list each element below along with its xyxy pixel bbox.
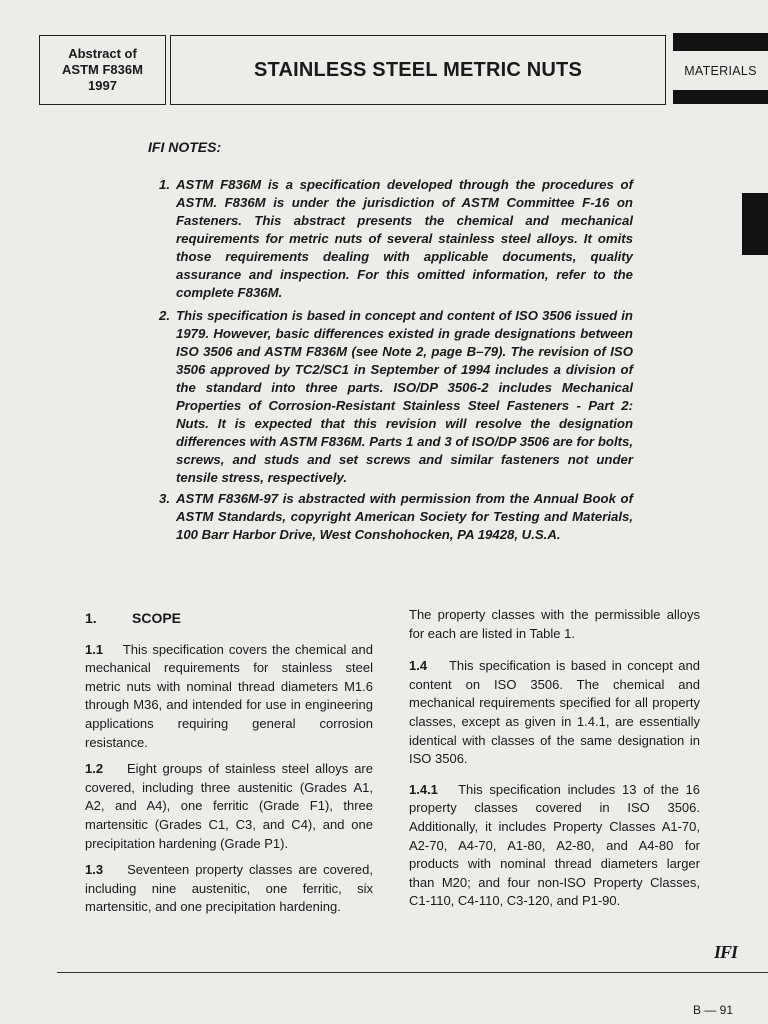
footer-divider: [57, 972, 768, 973]
note-item: [148, 490, 633, 544]
section-tab-label: MATERIALS: [684, 64, 757, 78]
body-column-right: [409, 606, 700, 919]
note-text: ASTM F836M-97 is abstracted with permission from the Annual Book of ASTM Standards, copyright American Society for Testing and Materials, 100 Barr Harbor Drive, West Conshohocken, PA 19428, U.S.A.: [176, 491, 633, 542]
note-item: [148, 307, 633, 487]
ifi-logo-text: IFI: [714, 942, 738, 962]
section-tab-bar-bottom: [673, 90, 768, 104]
paragraph-number: 1.2: [85, 761, 104, 777]
notes-heading: IFI NOTES:: [148, 139, 222, 155]
paragraph-number: 1.4.1: [409, 781, 438, 797]
paragraph-text: The property classes with the permissible alloys for each are listed in Table 1.: [409, 607, 700, 641]
paragraph-number: 1.1: [85, 641, 104, 657]
section-tab-bar-top: [673, 33, 768, 51]
scope-paragraph: [85, 861, 373, 917]
note-text: This specification is based in concept and content of ISO 3506 issued in 1979. However, basic differences existed in grade designations between ISO 3506 and ASTM F836M (see Note 2, page B–79). The revision of ISO 3506 approved by TC2/SC1 in September of 1994 includes a division of the standard into three parts. ISO/DP 3506-2 includes Mechanical Properties of Corrosion-Resistant Stainless Steel Fasteners - Part 2: Nuts. It is expected that this revision will resolve the designation differences with ASTM F836M. Parts 1 and 3 of ISO/DP 3506 are for bolts, screws, and studs and set screws and similar fasteners not under tensile stress, respectively.: [176, 308, 633, 485]
scope-paragraph: [409, 657, 700, 769]
scope-paragraph: [409, 781, 700, 911]
thumb-index-tab: [742, 193, 768, 255]
ifi-logo: [714, 942, 737, 963]
paragraph-number: 1.3: [85, 862, 104, 878]
paragraph-text: This specification is based in concept and content on ISO 3506. The chemical and mechanical requirements specified for all property classes, except as given in 1.4.1, are essentially identical with classes of the same designation in ISO 3506.: [409, 658, 700, 767]
note-number: 3.: [159, 491, 170, 506]
abstract-line: Abstract of: [68, 46, 137, 61]
scope-paragraph: [409, 606, 700, 643]
note-number: 2.: [159, 308, 170, 323]
note-number: 1.: [159, 177, 170, 192]
scope-paragraph: [85, 641, 373, 753]
abstract-label-box: [39, 35, 166, 105]
section-number: 1.: [85, 610, 97, 626]
paragraph-text: Seventeen property classes are covered, including nine austenitic, one ferritic, six martensitic, and one precipitation hardening.: [85, 862, 373, 915]
note-item: [148, 176, 633, 302]
section-title: SCOPE: [132, 610, 182, 626]
paragraph-text: This specification covers the chemical and mechanical requirements for stainless steel metric nuts with nominal thread diameters M1.6 through M36, and intended for use in engineering applications requiring general corrosion resistance.: [85, 641, 373, 750]
document-title-box: [170, 35, 666, 105]
note-text: ASTM F836M is a specification developed through the procedures of ASTM. F836M is under the jurisdiction of ASTM Committee F-16 on Fasteners. This abstract presents the chemical and mechanical requirements for metric nuts of several stainless steel alloys. It omits those requirements dealing with applicable documents, quality assurance and inspection. For this omitted information, refer to the complete F836M.: [176, 177, 633, 300]
paragraph-text: This specification includes 13 of the 16 property classes covered in ISO 3506. Additionally, it includes Property Classes A1-70, A2-70, A4-70, A1-80, A2-80, and A4-80 for products with nominal thread diameters larger than M20; and four non-ISO Property Classes, C1-110, C4-110, C3-120, and P1-90.: [409, 781, 700, 909]
scope-paragraph: [85, 760, 373, 853]
abstract-line: 1997: [88, 78, 117, 93]
section-heading: [85, 609, 373, 628]
body-column-left: [85, 609, 373, 925]
abstract-line: ASTM F836M: [62, 62, 143, 77]
paragraph-number: 1.4: [409, 658, 428, 674]
paragraph-text: Eight groups of stainless steel alloys are covered, including three austenitic (Grades A1, A2, and A4), one ferritic (Grade F1), three martensitic (Grades C1, C3, and C4), and one precipitation hardening (Grade P1).: [85, 761, 373, 851]
page-number: B — 91: [693, 1003, 734, 1017]
document-title: STAINLESS STEEL METRIC NUTS: [253, 58, 583, 81]
